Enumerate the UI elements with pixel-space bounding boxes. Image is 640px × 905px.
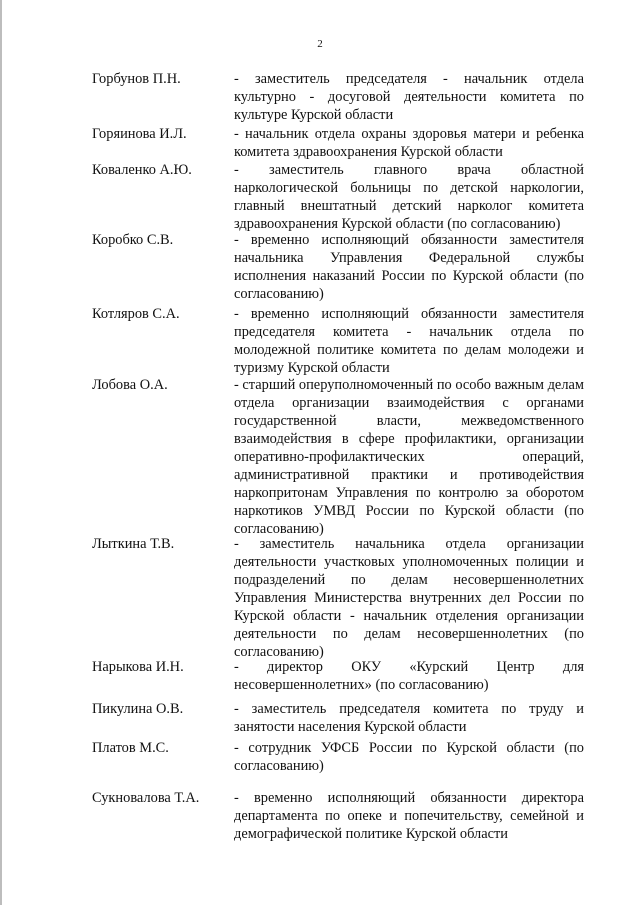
member-role: - временно исполняющий обязанности заместителя председателя комитета - начальник отдела по молодежной политике комитета по делам молодежи и туризму Курской области [234, 306, 584, 376]
member-name: Платов М.С. [92, 740, 169, 756]
member-role: - временно исполняющий обязанности заместителя начальника Управления Федеральной службы исполнения наказаний России по Курской области (по согласованию) [234, 232, 584, 302]
member-name: Лыткина Т.В. [92, 536, 175, 552]
member-name: Горбунов П.Н. [92, 71, 181, 87]
page-number: 2 [317, 38, 323, 50]
member-role: - временно исполняющий обязанности директора департамента по опеке и попечительству, семейной и демографической политике Курской области [234, 790, 584, 842]
member-name: Пикулина О.В. [92, 701, 184, 717]
member-role: - старший оперуполномоченный по особо важным делам отдела организации взаимодействия с органами государственной власти, межведомственного взаимодействия в сфере профилактики, организации оперативно-профилактических операций, административной практики и противодействия наркопритонам Управления по контролю за оборотом наркотиков УМВД России по Курской области (по согласованию) [234, 377, 584, 537]
member-name: Лобова О.А. [92, 377, 168, 393]
member-name: Нарыкова И.Н. [92, 659, 184, 675]
member-role: - директор ОКУ «Курский Центр для несовершеннолетних» (по согласованию) [234, 659, 584, 693]
page-edge-rule [0, 0, 2, 905]
member-role: - заместитель главного врача областной наркологической больницы по детской наркологии, главный внештатный детский нарколог комитета здравоохранения Курской области (по согласованию) [234, 162, 584, 232]
member-role: - заместитель председателя - начальник отдела культурно - досуговой деятельности комитета по культуре Курской области [234, 71, 584, 123]
member-role: - заместитель председателя комитета по труду и занятости населения Курской области [234, 701, 584, 735]
member-name: Котляров С.А. [92, 306, 180, 322]
member-role: - сотрудник УФСБ России по Курской области (по согласованию) [234, 740, 584, 774]
member-role: - начальник отдела охраны здоровья матери и ребенка комитета здравоохранения Курской области [234, 126, 584, 160]
member-name: Коваленко А.Ю. [92, 162, 192, 178]
member-name: Коробко С.В. [92, 232, 174, 248]
member-name: Сукновалова Т.А. [92, 790, 200, 806]
member-role: - заместитель начальника отдела организации деятельности участковых уполномоченных полиции и подразделений по делам несовершеннолетних Управления Министерства внутренних дел России по Курской области - начальник отделения организации деятельности по делам несовершеннолетних (по согласованию) [234, 536, 584, 660]
member-name: Горяинова И.Л. [92, 126, 187, 142]
